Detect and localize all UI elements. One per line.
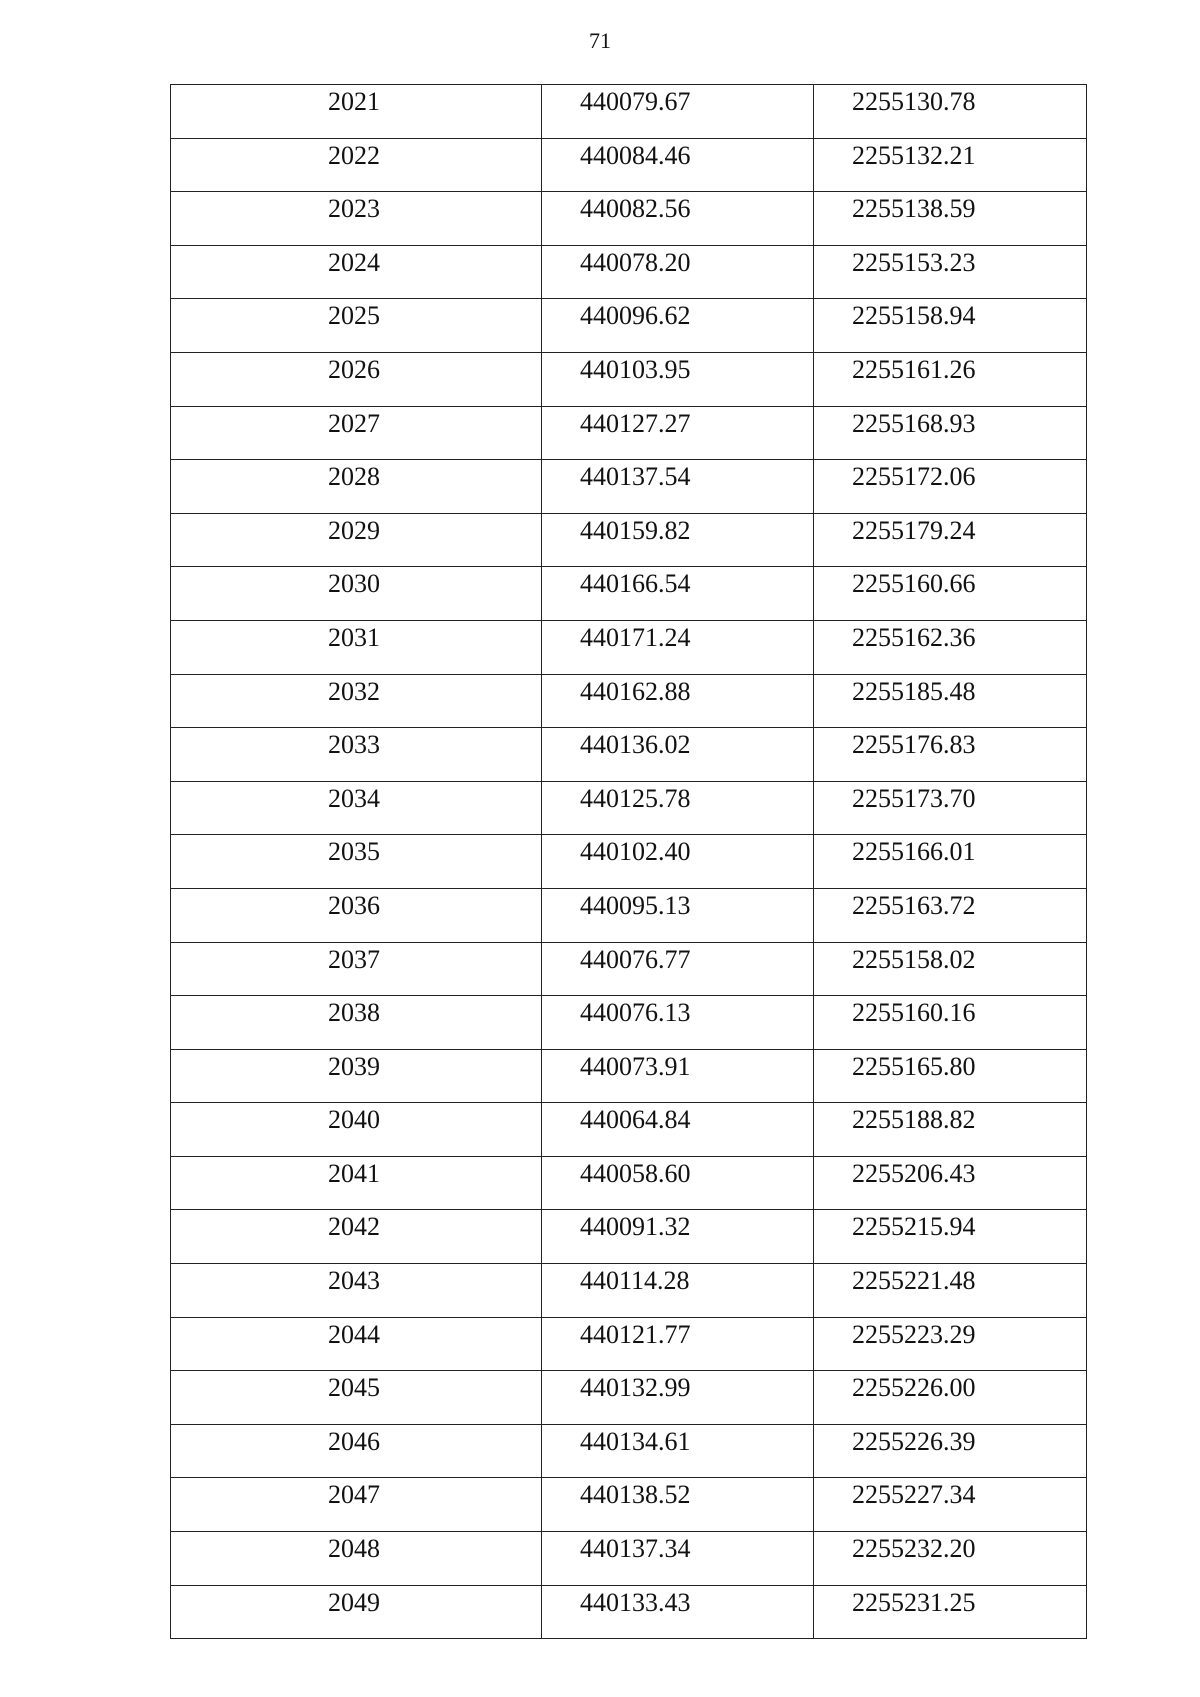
table-row [171,996,1087,1050]
y-coordinate-cell-text: 2255227.34 [852,1480,976,1510]
y-coordinate-cell-text: 2255132.21 [852,140,976,170]
y-coordinate-cell [814,1585,1087,1639]
point-id-cell-text: 2034 [328,783,380,813]
x-coordinate-cell-text: 440103.95 [580,354,691,384]
table-row [171,1049,1087,1103]
x-coordinate-cell [542,1156,814,1210]
x-coordinate-cell [542,1049,814,1103]
y-coordinate-cell [814,942,1087,996]
y-coordinate-cell [814,996,1087,1050]
x-coordinate-cell-text: 440136.02 [580,730,691,760]
page-number: 71 [589,28,611,53]
x-coordinate-cell [542,1264,814,1318]
y-coordinate-cell [814,138,1087,192]
x-coordinate-cell [542,888,814,942]
x-coordinate-cell-text: 440096.62 [580,301,691,331]
table-row [171,674,1087,728]
x-coordinate-cell-text: 440078.20 [580,247,691,277]
y-coordinate-cell-text: 2255179.24 [852,515,976,545]
table-row [171,1156,1087,1210]
x-coordinate-cell-text: 440076.13 [580,998,691,1028]
table-row [171,1317,1087,1371]
y-coordinate-cell [814,1264,1087,1318]
y-coordinate-cell [814,1371,1087,1425]
y-coordinate-cell [814,192,1087,246]
point-id-cell [171,996,542,1050]
x-coordinate-cell-text: 440162.88 [580,676,691,706]
point-id-cell [171,245,542,299]
y-coordinate-cell [814,1478,1087,1532]
x-coordinate-cell [542,352,814,406]
y-coordinate-cell [814,460,1087,514]
y-coordinate-cell-text: 2255176.83 [852,730,976,760]
y-coordinate-cell [814,352,1087,406]
x-coordinate-cell [542,85,814,139]
point-id-cell [171,1532,542,1586]
y-coordinate-cell-text: 2255162.36 [852,622,976,652]
x-coordinate-cell [542,513,814,567]
x-coordinate-cell [542,1371,814,1425]
y-coordinate-cell-text: 2255158.02 [852,944,976,974]
y-coordinate-cell-text: 2255188.82 [852,1105,976,1135]
table-row [171,1264,1087,1318]
x-coordinate-cell [542,996,814,1050]
x-coordinate-cell [542,1210,814,1264]
table-row [171,620,1087,674]
y-coordinate-cell [814,406,1087,460]
point-id-cell-text: 2025 [328,301,380,331]
point-id-cell [171,1264,542,1318]
y-coordinate-cell-text: 2255226.39 [852,1426,976,1456]
x-coordinate-cell-text: 440125.78 [580,783,691,813]
point-id-cell [171,406,542,460]
table-row [171,406,1087,460]
x-coordinate-cell-text: 440166.54 [580,569,691,599]
y-coordinate-cell-text: 2255215.94 [852,1212,976,1242]
point-id-cell [171,192,542,246]
y-coordinate-cell-text: 2255168.93 [852,408,976,438]
point-id-cell-text: 2041 [328,1158,380,1188]
point-id-cell-text: 2031 [328,622,380,652]
point-id-cell [171,460,542,514]
point-id-cell [171,513,542,567]
table-row [171,1210,1087,1264]
y-coordinate-cell [814,1049,1087,1103]
point-id-cell-text: 2038 [328,998,380,1028]
x-coordinate-cell [542,674,814,728]
x-coordinate-cell-text: 440132.99 [580,1373,691,1403]
y-coordinate-cell-text: 2255166.01 [852,837,976,867]
y-coordinate-cell-text: 2255138.59 [852,194,976,224]
x-coordinate-cell [542,567,814,621]
y-coordinate-cell-text: 2255226.00 [852,1373,976,1403]
y-coordinate-cell-text: 2255185.48 [852,676,976,706]
x-coordinate-cell [542,835,814,889]
point-id-cell-text: 2044 [328,1319,380,1349]
x-coordinate-cell-text: 440091.32 [580,1212,691,1242]
table-row [171,460,1087,514]
x-coordinate-cell-text: 440102.40 [580,837,691,867]
x-coordinate-cell [542,1103,814,1157]
point-id-cell-text: 2048 [328,1534,380,1564]
y-coordinate-cell [814,299,1087,353]
x-coordinate-cell-text: 440114.28 [580,1266,690,1296]
point-id-cell [171,1103,542,1157]
point-id-cell [171,1371,542,1425]
point-id-cell-text: 2040 [328,1105,380,1135]
point-id-cell [171,1049,542,1103]
point-id-cell-text: 2021 [328,87,380,116]
x-coordinate-cell [542,299,814,353]
y-coordinate-cell [814,245,1087,299]
point-id-cell-text: 2022 [328,140,380,170]
y-coordinate-cell [814,1424,1087,1478]
y-coordinate-cell [814,620,1087,674]
table-row [171,85,1087,139]
x-coordinate-cell-text: 440073.91 [580,1051,691,1081]
x-coordinate-cell [542,620,814,674]
y-coordinate-cell-text: 2255221.48 [852,1266,976,1296]
x-coordinate-cell [542,728,814,782]
x-coordinate-cell-text: 440076.77 [580,944,691,974]
x-coordinate-cell-text: 440134.61 [580,1426,691,1456]
x-coordinate-cell [542,1317,814,1371]
point-id-cell [171,1424,542,1478]
point-id-cell-text: 2036 [328,890,380,920]
table-row [171,942,1087,996]
x-coordinate-cell [542,192,814,246]
point-id-cell [171,352,542,406]
table-row [171,299,1087,353]
table-row [171,352,1087,406]
x-coordinate-cell [542,1478,814,1532]
x-coordinate-cell-text: 440137.34 [580,1534,691,1564]
x-coordinate-cell-text: 440159.82 [580,515,691,545]
point-id-cell [171,138,542,192]
coordinates-table [170,84,1087,1639]
y-coordinate-cell [814,567,1087,621]
point-id-cell-text: 2037 [328,944,380,974]
x-coordinate-cell-text: 440064.84 [580,1105,691,1135]
point-id-cell-text: 2039 [328,1051,380,1081]
y-coordinate-cell [814,513,1087,567]
point-id-cell-text: 2026 [328,354,380,384]
y-coordinate-cell [814,1103,1087,1157]
x-coordinate-cell [542,1532,814,1586]
table-row [171,1371,1087,1425]
point-id-cell-text: 2035 [328,837,380,867]
point-id-cell-text: 2024 [328,247,380,277]
x-coordinate-cell [542,138,814,192]
y-coordinate-cell-text: 2255206.43 [852,1158,976,1188]
x-coordinate-cell-text: 440084.46 [580,140,691,170]
table-row [171,1103,1087,1157]
point-id-cell [171,1478,542,1532]
y-coordinate-cell-text: 2255160.16 [852,998,976,1028]
table-row [171,835,1087,889]
x-coordinate-cell-text: 440138.52 [580,1480,691,1510]
point-id-cell [171,674,542,728]
point-id-cell-text: 2032 [328,676,380,706]
table-row [171,728,1087,782]
y-coordinate-cell [814,674,1087,728]
point-id-cell-text: 2043 [328,1266,380,1296]
x-coordinate-cell-text: 440137.54 [580,462,691,492]
point-id-cell [171,85,542,139]
x-coordinate-cell [542,1585,814,1639]
point-id-cell [171,888,542,942]
table-row [171,781,1087,835]
table-row [171,1478,1087,1532]
y-coordinate-cell-text: 2255161.26 [852,354,976,384]
table-row [171,888,1087,942]
x-coordinate-cell-text: 440171.24 [580,622,691,652]
y-coordinate-cell-text: 2255163.72 [852,890,976,920]
y-coordinate-cell-text: 2255231.25 [852,1587,976,1617]
point-id-cell [171,1156,542,1210]
x-coordinate-cell-text: 440127.27 [580,408,691,438]
x-coordinate-cell [542,245,814,299]
point-id-cell [171,299,542,353]
y-coordinate-cell-text: 2255223.29 [852,1319,976,1349]
y-coordinate-cell-text: 2255173.70 [852,783,976,813]
y-coordinate-cell [814,1532,1087,1586]
table-row [171,1424,1087,1478]
x-coordinate-cell-text: 440095.13 [580,890,691,920]
point-id-cell [171,835,542,889]
y-coordinate-cell-text: 2255232.20 [852,1534,976,1564]
y-coordinate-cell [814,781,1087,835]
x-coordinate-cell [542,460,814,514]
x-coordinate-cell-text: 440079.67 [580,87,691,116]
point-id-cell [171,1317,542,1371]
point-id-cell [171,567,542,621]
y-coordinate-cell [814,1317,1087,1371]
y-coordinate-cell [814,728,1087,782]
y-coordinate-cell-text: 2255158.94 [852,301,976,331]
point-id-cell-text: 2049 [328,1587,380,1617]
point-id-cell [171,1210,542,1264]
point-id-cell-text: 2033 [328,730,380,760]
x-coordinate-cell [542,406,814,460]
y-coordinate-cell-text: 2255165.80 [852,1051,976,1081]
x-coordinate-cell [542,942,814,996]
point-id-cell-text: 2029 [328,515,380,545]
point-id-cell [171,942,542,996]
point-id-cell-text: 2027 [328,408,380,438]
point-id-cell-text: 2028 [328,462,380,492]
x-coordinate-cell [542,781,814,835]
y-coordinate-cell-text: 2255153.23 [852,247,976,277]
table-row [171,138,1087,192]
y-coordinate-cell-text: 2255130.78 [852,87,976,116]
point-id-cell-text: 2046 [328,1426,380,1456]
coordinates-table-body [171,85,1087,1639]
table-row [171,192,1087,246]
table-row [171,513,1087,567]
x-coordinate-cell-text: 440058.60 [580,1158,691,1188]
y-coordinate-cell [814,888,1087,942]
y-coordinate-cell [814,85,1087,139]
point-id-cell [171,1585,542,1639]
y-coordinate-cell [814,1156,1087,1210]
point-id-cell-text: 2023 [328,194,380,224]
x-coordinate-cell-text: 440133.43 [580,1587,691,1617]
y-coordinate-cell-text: 2255172.06 [852,462,976,492]
table-row [171,567,1087,621]
table-row [171,1532,1087,1586]
point-id-cell [171,781,542,835]
point-id-cell [171,728,542,782]
y-coordinate-cell-text: 2255160.66 [852,569,976,599]
y-coordinate-cell [814,835,1087,889]
table-row [171,1585,1087,1639]
table-row [171,245,1087,299]
point-id-cell-text: 2047 [328,1480,380,1510]
point-id-cell-text: 2045 [328,1373,380,1403]
point-id-cell-text: 2042 [328,1212,380,1242]
y-coordinate-cell [814,1210,1087,1264]
point-id-cell [171,620,542,674]
x-coordinate-cell-text: 440121.77 [580,1319,691,1349]
x-coordinate-cell-text: 440082.56 [580,194,691,224]
x-coordinate-cell [542,1424,814,1478]
point-id-cell-text: 2030 [328,569,380,599]
